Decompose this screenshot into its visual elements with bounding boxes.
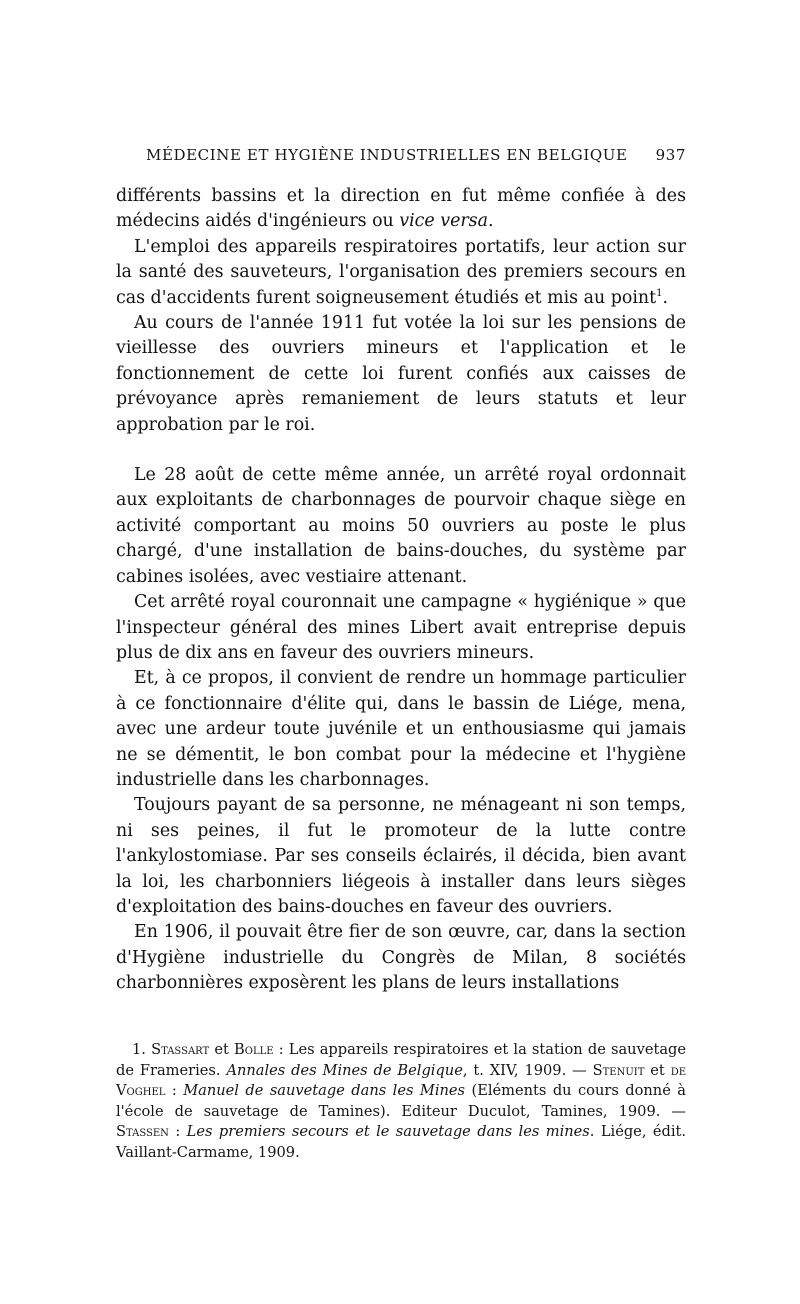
author-name: Stenuit — [592, 1061, 645, 1079]
publication-title: Les premiers secours et le sauvetage dans les mines — [186, 1123, 590, 1141]
paragraph — [116, 184, 686, 235]
footnote-fragment: et — [644, 1061, 671, 1079]
main-text — [116, 184, 686, 997]
footnote-reference: 1 — [656, 287, 663, 299]
author-name: de Voghel — [116, 1061, 687, 1100]
footnote-text — [116, 1040, 686, 1164]
footnote-fragment: . Liége, édit. Vaillant-Carmame, 1909. — [116, 1123, 687, 1161]
author-name: Stassen — [116, 1123, 169, 1141]
paragraph: Et, à ce propos, il convient de rendre un hommage particulier à ce fonctionnaire d'élite qui, dans le bassin de Liége, mena, avec une ardeur toute juvénile et un enthousiasme qui jamais ne se démentit, le bon combat pour la médecine et l'hygiène industrielle dans les charbonnages. — [116, 668, 686, 790]
footnote-fragment: : — [168, 1123, 187, 1141]
paragraph: Toujours payant de sa personne, ne ménageant ni son temps, ni ses peines, il fut le promoteur de la lutte contre l'ankylostomiase. Par ses conseils éclairés, il décida, bien avant la loi, les charbonniers liégeois à installer dans leurs sièges d'exploitation des bains-douches en faveur des ouvriers. — [116, 795, 686, 917]
footnote-fragment: et — [209, 1041, 235, 1058]
paragraph-text: différents bassins et la direction en fut même confiée à des médecins aidés d'ingénieurs ou — [116, 186, 686, 232]
paragraph: En 1906, il pouvait être fier de son œuvre, car, dans la section d'Hygiène industrielle du Congrès de Milan, 8 sociétés charbonnières exposèrent les plans de leurs installations — [116, 922, 686, 994]
author-name: Stassart — [151, 1041, 210, 1058]
footnote — [116, 1040, 686, 1164]
italic-phrase: vice versa — [399, 211, 488, 232]
paragraph — [116, 235, 686, 311]
footnote-fragment: (Eléments du cours donné à l'école de sauvetage de Tamines). Editeur Duculot, Tamines, 1909. — — [116, 1082, 686, 1120]
page-number: 937 — [655, 146, 686, 164]
author-name: Bolle — [234, 1041, 274, 1058]
paragraph-end: . — [662, 287, 668, 308]
paragraph: Le 28 août de cette même année, un arrêté royal ordonnait aux exploitants de charbonnages de pourvoir chaque siège en activité comportant au moins 50 ouvriers au poste le plus chargé, d'une installation de bains-douches, du système par cabines isolées, avec vestiaire attenant. — [116, 465, 686, 587]
footnote-fragment: , t. XIV, 1909. — — [462, 1061, 593, 1079]
footnote-fragment: : — [165, 1082, 184, 1100]
running-header — [146, 146, 686, 168]
running-title: MÉDECINE ET HYGIÈNE INDUSTRIELLES EN BELGIQUE — [146, 146, 628, 164]
publication-title: Annales des Mines de Belgique — [226, 1061, 463, 1079]
publication-title: Manuel de sauvetage dans les Mines — [183, 1082, 466, 1100]
footnote-number: 1. — [132, 1041, 146, 1058]
paragraph: Au cours de l'année 1911 fut votée la loi sur les pensions de vieillesse des ouvriers mineurs et l'application et le fonctionnement de cette loi furent confiés aux caisses de prévoyance après remaniement de leurs statuts et leur approbation par le roi. — [116, 313, 686, 435]
paragraph-end: . — [487, 211, 494, 232]
paragraph-text: L'emploi des appareils respiratoires portatifs, leur action sur la santé des sauveteurs, l'organisation des premiers secours en cas d'accidents furent soigneusement étudiés et mis au point — [116, 236, 686, 308]
footnote-fragment: : Les appareils respiratoires et la station de sauvetage de Frameries. — [116, 1041, 687, 1079]
paragraph: Cet arrêté royal couronnait une campagne « hygiénique » que l'inspecteur général des mines Libert avait entreprise depuis plus de dix ans en faveur des ouvriers mineurs. — [116, 592, 686, 663]
